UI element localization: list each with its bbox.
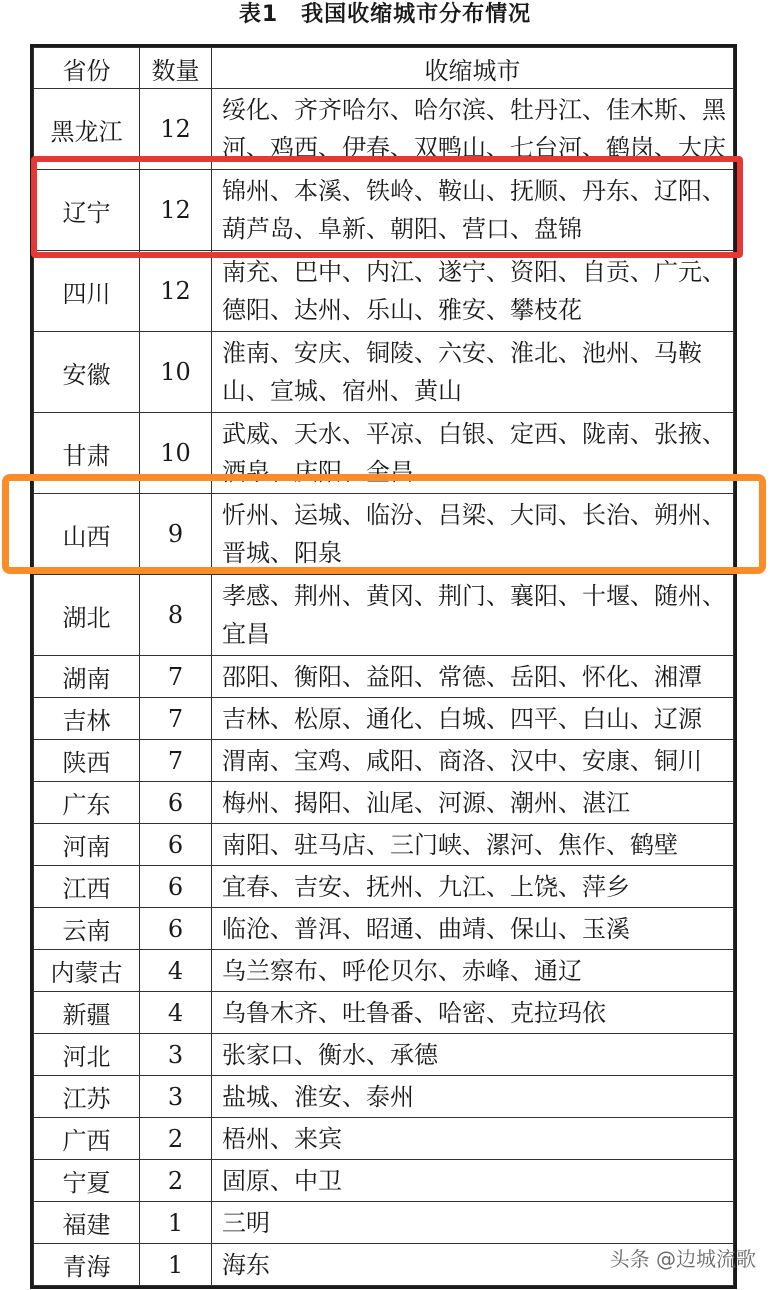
count-cell: 7 bbox=[140, 656, 212, 698]
watermark: 头条 @边城流歌 bbox=[609, 1247, 756, 1271]
cities-text: 忻州、运城、临汾、吕梁、大同、长治、朔州、晋城、阳泉 bbox=[222, 501, 726, 567]
count-cell: 3 bbox=[140, 1076, 212, 1118]
table-row bbox=[34, 575, 734, 656]
province-cell: 广东 bbox=[34, 782, 140, 824]
cities-text: 绥化、齐齐哈尔、哈尔滨、牡丹江、佳木斯、黑河、鸡西、伊春、双鸭山、七台河、鹤岗、大庆 bbox=[222, 96, 726, 162]
province-cell: 湖北 bbox=[34, 575, 140, 656]
cities-cell: 固原、中卫 bbox=[212, 1160, 734, 1202]
count-cell: 10 bbox=[140, 413, 212, 494]
count-cell: 6 bbox=[140, 782, 212, 824]
table-row bbox=[34, 494, 734, 575]
province-cell: 辽宁 bbox=[34, 170, 140, 251]
cities-table-container bbox=[30, 44, 737, 1289]
cities-cell: 邵阳、衡阳、益阳、常德、岳阳、怀化、湘潭 bbox=[212, 656, 734, 698]
province-cell: 宁夏 bbox=[34, 1160, 140, 1202]
count-cell: 12 bbox=[140, 89, 212, 170]
count-cell: 7 bbox=[140, 740, 212, 782]
province-cell: 云南 bbox=[34, 908, 140, 950]
count-cell: 1 bbox=[140, 1202, 212, 1244]
table-row bbox=[34, 1202, 734, 1244]
cities-cell bbox=[212, 251, 734, 332]
province-cell: 甘肃 bbox=[34, 413, 140, 494]
cities-cell: 三明 bbox=[212, 1202, 734, 1244]
cities-cell bbox=[212, 332, 734, 413]
count-cell: 12 bbox=[140, 170, 212, 251]
cities-cell: 梅州、揭阳、汕尾、河源、潮州、湛江 bbox=[212, 782, 734, 824]
shrinking-cities-table bbox=[33, 47, 734, 1286]
province-cell: 吉林 bbox=[34, 698, 140, 740]
count-cell: 2 bbox=[140, 1160, 212, 1202]
province-cell: 山西 bbox=[34, 494, 140, 575]
count-cell: 12 bbox=[140, 251, 212, 332]
count-cell: 4 bbox=[140, 950, 212, 992]
count-cell: 6 bbox=[140, 866, 212, 908]
cities-cell bbox=[212, 494, 734, 575]
table-row bbox=[34, 698, 734, 740]
count-cell: 8 bbox=[140, 575, 212, 656]
cities-cell: 吉林、松原、通化、白城、四平、白山、辽源 bbox=[212, 698, 734, 740]
count-cell: 7 bbox=[140, 698, 212, 740]
count-cell: 4 bbox=[140, 992, 212, 1034]
cities-text: 锦州、本溪、铁岭、鞍山、抚顺、丹东、辽阳、葫芦岛、阜新、朝阳、营口、盘锦 bbox=[222, 177, 726, 243]
count-cell: 2 bbox=[140, 1118, 212, 1160]
table-row bbox=[34, 251, 734, 332]
cities-cell bbox=[212, 413, 734, 494]
count-cell: 3 bbox=[140, 1034, 212, 1076]
table-row bbox=[34, 740, 734, 782]
table-row bbox=[34, 413, 734, 494]
count-cell: 9 bbox=[140, 494, 212, 575]
cities-text: 淮南、安庆、铜陵、六安、淮北、池州、马鞍山、宣城、宿州、黄山 bbox=[222, 339, 702, 405]
province-cell: 河南 bbox=[34, 824, 140, 866]
table-row bbox=[34, 908, 734, 950]
cities-cell: 渭南、宝鸡、咸阳、商洛、汉中、安康、铜川 bbox=[212, 740, 734, 782]
cities-cell: 临沧、普洱、昭通、曲靖、保山、玉溪 bbox=[212, 908, 734, 950]
cities-text: 南充、巴中、内江、遂宁、资阳、自贡、广元、德阳、达州、乐山、雅安、攀枝花 bbox=[222, 258, 726, 324]
province-cell: 新疆 bbox=[34, 992, 140, 1034]
table-row bbox=[34, 824, 734, 866]
count-cell: 6 bbox=[140, 824, 212, 866]
province-cell: 四川 bbox=[34, 251, 140, 332]
count-cell: 10 bbox=[140, 332, 212, 413]
count-cell: 6 bbox=[140, 908, 212, 950]
cities-text: 武威、天水、平凉、白银、定西、陇南、张掖、酒泉、庆阳、金昌 bbox=[222, 420, 726, 486]
cities-cell: 宜春、吉安、抚州、九江、上饶、萍乡 bbox=[212, 866, 734, 908]
cities-cell: 海东 bbox=[212, 1244, 734, 1286]
province-cell: 黑龙江 bbox=[34, 89, 140, 170]
cities-text: 孝感、荆州、黄冈、荆门、襄阳、十堰、随州、宜昌 bbox=[222, 582, 726, 648]
cities-cell bbox=[212, 170, 734, 251]
header-count: 数量 bbox=[140, 48, 212, 89]
table-row bbox=[34, 1160, 734, 1202]
province-cell: 江苏 bbox=[34, 1076, 140, 1118]
count-cell: 1 bbox=[140, 1244, 212, 1286]
cities-cell: 张家口、衡水、承德 bbox=[212, 1034, 734, 1076]
table-row bbox=[34, 782, 734, 824]
table-title: 表1 我国收缩城市分布情况 bbox=[238, 2, 532, 27]
province-cell: 江西 bbox=[34, 866, 140, 908]
header-cities: 收缩城市 bbox=[212, 48, 734, 89]
table-row bbox=[34, 89, 734, 170]
cities-cell: 盐城、淮安、泰州 bbox=[212, 1076, 734, 1118]
table-row bbox=[34, 866, 734, 908]
cities-cell: 南阳、驻马店、三门峡、漯河、焦作、鹤壁 bbox=[212, 824, 734, 866]
province-cell: 广西 bbox=[34, 1118, 140, 1160]
province-cell: 安徽 bbox=[34, 332, 140, 413]
table-row bbox=[34, 656, 734, 698]
province-cell: 陕西 bbox=[34, 740, 140, 782]
header-province: 省份 bbox=[34, 48, 140, 89]
table-row bbox=[34, 332, 734, 413]
table-row bbox=[34, 992, 734, 1034]
table-row bbox=[34, 1034, 734, 1076]
cities-cell: 乌兰察布、呼伦贝尔、赤峰、通辽 bbox=[212, 950, 734, 992]
table-row bbox=[34, 950, 734, 992]
province-cell: 内蒙古 bbox=[34, 950, 140, 992]
province-cell: 青海 bbox=[34, 1244, 140, 1286]
province-cell: 福建 bbox=[34, 1202, 140, 1244]
table-row bbox=[34, 1076, 734, 1118]
cities-cell bbox=[212, 575, 734, 656]
cities-cell: 乌鲁木齐、吐鲁番、哈密、克拉玛依 bbox=[212, 992, 734, 1034]
cities-cell: 梧州、来宾 bbox=[212, 1118, 734, 1160]
table-row bbox=[34, 170, 734, 251]
province-cell: 河北 bbox=[34, 1034, 140, 1076]
table-header-row bbox=[34, 48, 734, 89]
table-row bbox=[34, 1118, 734, 1160]
province-cell: 湖南 bbox=[34, 656, 140, 698]
cities-cell bbox=[212, 89, 734, 170]
